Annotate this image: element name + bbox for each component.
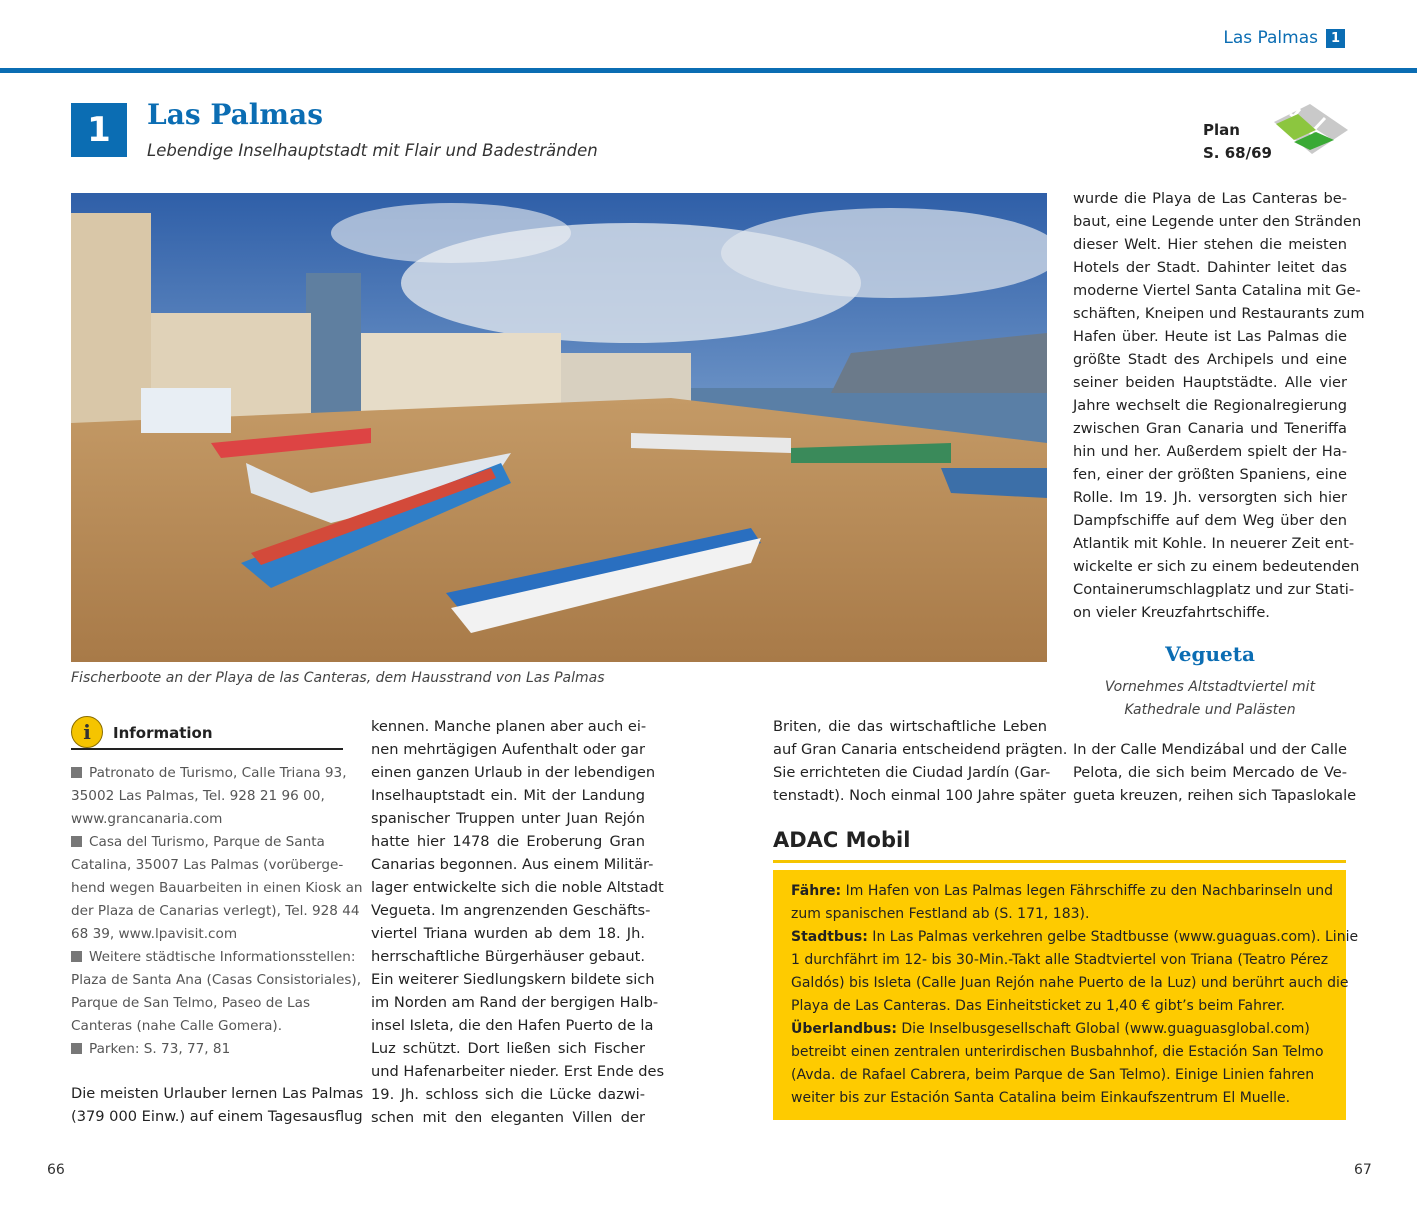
info-item-line <box>71 1038 345 1061</box>
info-item-line <box>71 808 345 831</box>
text-line: moderne Viertel Santa Catalina mit Ge- <box>1073 282 1361 299</box>
adac-line <box>791 972 1349 995</box>
photo-caption: Fischerboote an der Playa de las Canteras, dem Hausstrand von Las Palmas <box>71 670 605 686</box>
plan-reference <box>1203 119 1272 165</box>
plan-pages: S. 68/69 <box>1203 144 1272 162</box>
text-line: größte Stadt des Archipels und eine <box>1073 351 1347 368</box>
text-line: auf Gran Canaria entscheidend prägten. <box>773 741 1068 758</box>
text-line: gueta kreuzen, reihen sich Tapaslokale <box>1073 787 1357 804</box>
text-line: on vieler Kreuzfahrtschiffe. <box>1073 604 1270 621</box>
adac-line <box>791 995 1328 1018</box>
header-rule <box>0 68 1417 73</box>
bullet-square-icon <box>71 1043 82 1054</box>
text-line: (379 000 Einw.) auf einem Tagesausflug <box>71 1108 363 1125</box>
section-subtitle-vegueta <box>1073 676 1347 722</box>
info-item-line <box>71 854 345 877</box>
subtitle-line: Kathedrale und Palästen <box>1124 702 1296 718</box>
info-item-line <box>71 923 345 946</box>
page-number-left: 66 <box>47 1162 65 1178</box>
adac-line <box>791 1041 1328 1064</box>
text-line: einen ganzen Urlaub in der lebendigen <box>371 764 656 781</box>
info-item-text: Plaza de Santa Ana (Casas Consistoriales), <box>71 972 362 988</box>
adac-line <box>791 949 1328 972</box>
info-item-line <box>71 877 363 900</box>
info-item-line <box>71 831 345 854</box>
info-item-line <box>71 762 345 785</box>
adac-entry-text: Im Hafen von Las Palmas legen Fährschiffe zu den Nachbarinseln und <box>841 883 1333 899</box>
text-line: nen mehrtägigen Aufenthalt oder gar <box>371 741 645 758</box>
info-item-text: 35002 Las Palmas, Tel. 928 21 96 00, <box>71 788 325 804</box>
text-line: Atlantik mit Kohle. In neuerer Zeit ent- <box>1073 535 1355 552</box>
text-line: herrschaftliche Bürgerhäuser gebaut. <box>371 948 645 965</box>
info-header <box>71 716 343 750</box>
page-title: Las Palmas <box>147 98 323 131</box>
vegueta-body <box>1073 738 1357 807</box>
running-head-title: Las Palmas <box>1223 28 1318 48</box>
text-line: schen mit den eleganten Villen der <box>371 1109 645 1126</box>
text-line: Pelota, die sich beim Mercado de Ve- <box>1073 764 1347 781</box>
text-line: Hotels der Stadt. Dahinter leitet das <box>1073 259 1347 276</box>
chapter-number: 1 <box>71 103 127 157</box>
bullet-square-icon <box>71 767 82 778</box>
adac-box <box>773 870 1359 1120</box>
adac-line <box>791 1064 1328 1087</box>
running-head-number: 1 <box>1326 29 1345 48</box>
plan-label: Plan <box>1203 121 1240 139</box>
text-line: Hafen über. Heute ist Las Palmas die <box>1073 328 1347 345</box>
info-item-line <box>71 900 360 923</box>
adac-line <box>791 880 1333 903</box>
info-item-text: hend wegen Bauarbeiten in einen Kiosk an <box>71 880 363 896</box>
text-line: Jahre wechselt die Regionalregierung <box>1073 397 1347 414</box>
text-line: Vegueta. Im angrenzenden Geschäfts- <box>371 902 651 919</box>
text-line: Ein weiterer Siedlungskern bildete sich <box>371 971 655 988</box>
running-head <box>1223 28 1345 48</box>
body-column-2 <box>371 715 665 1129</box>
info-item-text: www.grancanaria.com <box>71 811 223 827</box>
text-line: Canarias begonnen. Aus einem Militär- <box>371 856 654 873</box>
page-number-right: 67 <box>1354 1162 1372 1178</box>
beach-photo <box>71 193 1047 662</box>
info-item-line <box>71 946 356 969</box>
info-item-text: Parken: S. 73, 77, 81 <box>89 1041 231 1057</box>
info-list <box>71 762 363 1061</box>
info-item-text: Parque de San Telmo, Paseo de Las <box>71 995 311 1011</box>
info-title: Information <box>113 724 213 742</box>
body-column-3 <box>773 715 1068 807</box>
text-line: Luz schützt. Dort ließen sich Fischer <box>371 1040 645 1057</box>
adac-entry-text: In Las Palmas verkehren gelbe Stadtbusse (www.guaguas.com). Linie <box>867 929 1359 945</box>
info-item-line <box>71 992 345 1015</box>
info-item-text: 68 39, www.lpavisit.com <box>71 926 238 942</box>
text-line: seiner beiden Hauptstädte. Alle vier <box>1073 374 1347 391</box>
text-line: Containerumschlagplatz und zur Stati- <box>1073 581 1355 598</box>
info-item-text: Canteras (nahe Calle Gomera). <box>71 1018 283 1034</box>
bullet-square-icon <box>71 836 82 847</box>
text-line: Dampfschiffe auf dem Weg über den <box>1073 512 1347 529</box>
text-line: Sie errichteten die Ciudad Jardín (Gar- <box>773 764 1051 781</box>
adac-heading: ADAC Mobil <box>773 828 1346 863</box>
text-line: hin und her. Außerdem spielt der Ha- <box>1073 443 1347 460</box>
body-column-1 <box>71 1082 364 1128</box>
info-icon: i <box>71 716 103 748</box>
text-line: Rolle. Im 19. Jh. versorgten sich hier <box>1073 489 1347 506</box>
bullet-square-icon <box>71 951 82 962</box>
text-line: kennen. Manche planen aber auch ei- <box>371 718 647 735</box>
info-item-line <box>71 1015 345 1038</box>
text-line: tenstadt). Noch einmal 100 Jahre später <box>773 787 1066 804</box>
text-line: Inselhauptstadt ein. Mit der Landung <box>371 787 645 804</box>
page-subtitle: Lebendige Inselhauptstadt mit Flair und Badestränden <box>147 141 598 160</box>
text-line: fen, einer der größten Spaniens, eine <box>1073 466 1347 483</box>
info-item-text: Patronato de Turismo, Calle Triana 93, <box>89 765 347 781</box>
body-column-4 <box>1073 187 1365 624</box>
adac-entry-text: weiter bis zur Estación Santa Catalina beim Einkaufszentrum El Muelle. <box>791 1090 1291 1106</box>
info-item-line <box>71 785 345 808</box>
info-item-text: Weitere städtische Informationsstellen: <box>89 949 356 965</box>
text-line: In der Calle Mendizábal und der Calle <box>1073 741 1347 758</box>
adac-line <box>791 1087 1328 1110</box>
text-line: Die meisten Urlauber lernen Las Palmas <box>71 1085 364 1102</box>
adac-entry-text: Playa de Las Canteras. Das Einheitsticket zu 1,40 € gibt’s beim Fahrer. <box>791 998 1285 1014</box>
text-line: insel Isleta, die den Hafen Puerto de la <box>371 1017 654 1034</box>
subtitle-line: Vornehmes Altstadtviertel mit <box>1104 679 1316 695</box>
text-line: wurde die Playa de Las Canteras be- <box>1073 190 1347 207</box>
adac-entry-label: Fähre: <box>791 883 842 899</box>
map-icon <box>1270 100 1350 162</box>
adac-entry-label: Stadtbus: <box>791 929 868 945</box>
text-line: viertel Triana wurden ab dem 18. Jh. <box>371 925 645 942</box>
text-line: und Hafenarbeiter nieder. Erst Ende des <box>371 1063 665 1080</box>
adac-entry-label: Überlandbus: <box>791 1021 897 1037</box>
adac-entry-text: Galdós) bis Isleta (Calle Juan Rejón nahe Puerto de la Luz) und berührt auch die <box>791 975 1349 991</box>
adac-entry-text: Die Inselbusgesellschaft Global (www.guaguasglobal.com) <box>896 1021 1310 1037</box>
text-line: im Norden am Rand der bergigen Halb- <box>371 994 659 1011</box>
info-item-text: der Plaza de Canarias verlegt), Tel. 928 44 <box>71 903 360 919</box>
adac-entry-text: (Avda. de Rafael Cabrera, beim Parque de San Telmo). Einige Linien fahren <box>791 1067 1315 1083</box>
info-item-line <box>71 969 362 992</box>
adac-line <box>791 903 1328 926</box>
adac-entry-text: 1 durchfährt im 12- bis 30-Min.-Takt alle Stadtviertel von Triana (Teatro Pérez <box>791 952 1329 968</box>
text-line: Briten, die das wirtschaftliche Leben <box>773 718 1047 735</box>
text-line: schäften, Kneipen und Restaurants zum <box>1073 305 1365 322</box>
info-item-text: Catalina, 35007 Las Palmas (vorüberge- <box>71 857 344 873</box>
text-line: wickelte er sich zu einem bedeutenden <box>1073 558 1360 575</box>
info-item-text: Casa del Turismo, Parque de Santa <box>89 834 325 850</box>
adac-line <box>791 926 1359 949</box>
text-line: 19. Jh. schloss sich die Lücke dazwi- <box>371 1086 645 1103</box>
text-line: baut, eine Legende unter den Stränden <box>1073 213 1362 230</box>
text-line: hatte hier 1478 die Eroberung Gran <box>371 833 645 850</box>
text-line: lager entwickelte sich die noble Altstadt <box>371 879 664 896</box>
section-heading-vegueta: Vegueta <box>1165 642 1255 666</box>
adac-line <box>791 1018 1328 1041</box>
text-line: spanischer Truppen unter Juan Rejón <box>371 810 645 827</box>
adac-entry-text: betreibt einen zentralen unterirdischen Busbahnhof, die Estación San Telmo <box>791 1044 1324 1060</box>
text-line: dieser Welt. Hier stehen die meisten <box>1073 236 1347 253</box>
adac-entry-text: zum spanischen Festland ab (S. 171, 183). <box>791 906 1090 922</box>
text-line: zwischen Gran Canaria und Teneriffa <box>1073 420 1347 437</box>
